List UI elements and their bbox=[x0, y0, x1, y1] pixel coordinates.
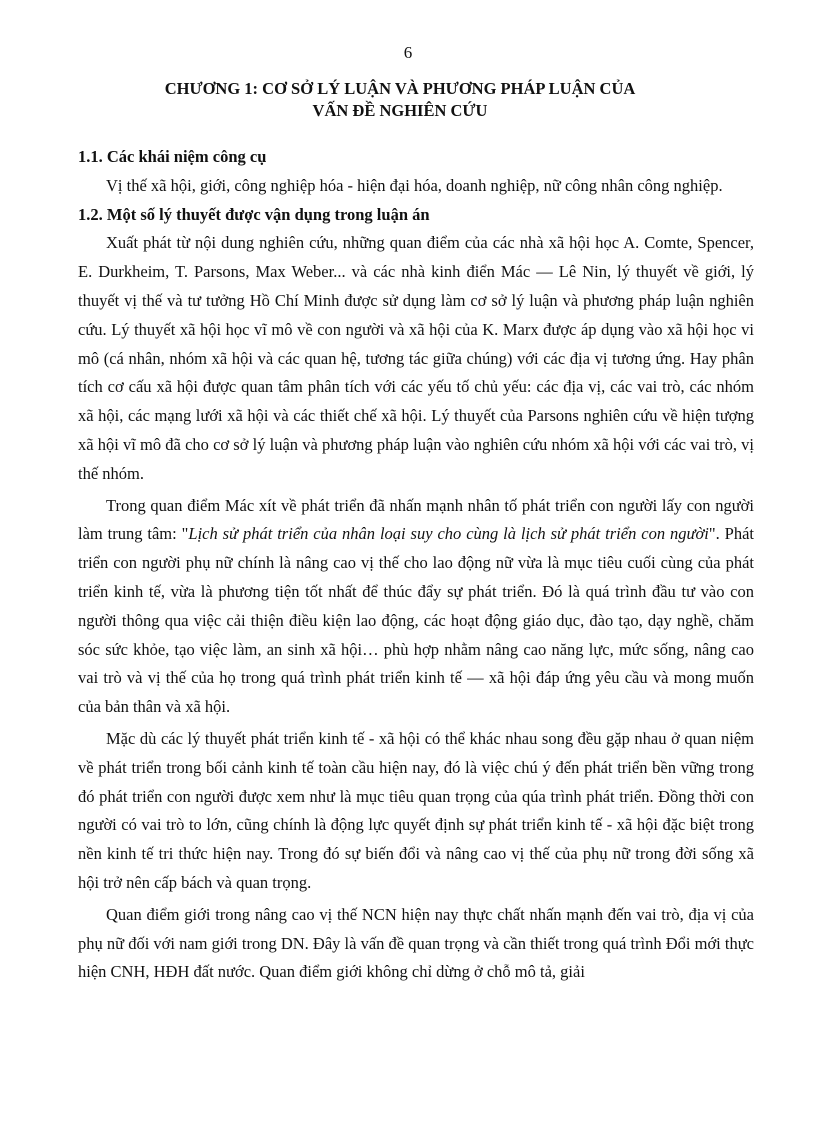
chapter-title bbox=[70, 78, 730, 122]
chapter-title-line-1: CHƯƠNG 1: CƠ SỞ LÝ LUẬN VÀ PHƯƠNG PHÁP LUẬN CỦA bbox=[164, 79, 636, 98]
paragraph: Mặc dù các lý thuyết phát triển kinh tế - xã hội có thể khác nhau song đều gặp nhau ở quan niệm về phát triển trong bối cảnh kinh tế toàn cầu hiện nay, đó là việc chú ý đến phát triển bền vững trong đó phát triển con người được xem như là mục tiêu quan trọng của qúa trình phát triển. Đồng thời con người có vai trò to lớn, cũng chính là động lực quyết định sự phát triển kinh tế - xã hội đặc biệt trong nền kinh tế tri thức hiện nay. Trong đó sự biến đổi và nâng cao vị thế của phụ nữ trong đời sống xã hội trở nên cấp bách và quan trọng. bbox=[78, 728, 754, 892]
section-heading-1-2: 1.2. Một số lý thuyết được vận dụng trong luận án bbox=[78, 204, 430, 224]
paragraph: Xuất phát từ nội dung nghiên cứu, những quan điểm của các nhà xã hội học A. Comte, Spencer, E. Durkheim, T. Parsons, Max Weber... và các nhà kinh điển Mác — Lê Nin, lý thuyết về giới, lý thuyết vị thế và tư tưởng Hồ Chí Minh được sử dụng làm cơ sở lý luận và phương pháp luận nghiên cứu. Lý thuyết xã hội học vĩ mô về con người và xã hội của K. Marx được áp dụng vào xã hội học vi mô (cá nhân, nhóm xã hội và các quan hệ, tương tác giữa chúng) với các địa vị tương ứng. Hay phân tích cơ cấu xã hội được quan tâm phân tích với các yếu tố chủ yếu: các địa vị, các vai trò, các nhóm xã hội, các mạng lưới xã hội và các thiết chế xã hội. Lý thuyết của Parsons nghiên cứu về hiện tượng xã hội vĩ mô đã cho cơ sở lý luận và phương pháp luận vào nghiên cứu nhóm xã hội với các vai trò, vị thế nhóm. bbox=[78, 233, 754, 483]
document-body bbox=[78, 143, 754, 987]
paragraph-text: Trong quan điểm Mác xít về phát triển đã nhấn mạnh nhân tố phát triển con người lấy con người làm trung tâm: " bbox=[78, 495, 754, 544]
chapter-title-line-2: VẤN ĐỀ NGHIÊN CỨU bbox=[312, 101, 488, 120]
section-heading-1-1: 1.1. Các khái niệm công cụ bbox=[78, 147, 267, 166]
paragraph-text: ". Phát triển con người phụ nữ chính là nâng cao vị thế cho lao động nữ vừa là mục tiêu cuối cùng của phát triển kinh tế, vừa là phương tiện tốt nhất để thúc đẩy sự phát triển. Đó là quá trình đầu tư vào con người thông qua việc cải thiện điều kiện lao động, các hoạt động giáo dục, đào tạo, dạy nghề, chăm sóc sức khỏe, tạo việc làm, an sinh xã hội… phù hợp nhằm nâng cao năng lực, mức sống, nâng cao vai trò và vị thế của họ trong quá trình phát triển kinh tế — xã hội đáp ứng yêu cầu và mong muốn của bản thân và xã hội. bbox=[78, 524, 755, 717]
paragraph: Quan điểm giới trong nâng cao vị thế NCN hiện nay thực chất nhấn mạnh đến vai trò, địa vị của phụ nữ đối với nam giới trong DN. Đây là vấn đề quan trọng và cần thiết trong quá trình Đổi mới thực hiện CNH, HĐH đất nước. Quan điểm giới không chỉ dừng ở chỗ mô tả, giải bbox=[78, 904, 754, 982]
quote-text: Lịch sử phát triển của nhân loại suy cho cùng là lịch sử phát triển con người bbox=[188, 524, 709, 544]
paragraph bbox=[78, 492, 754, 722]
paragraph: Vị thế xã hội, giới, công nghiệp hóa - hiện đại hóa, doanh nghiệp, nữ công nhân công nghiệp. bbox=[106, 175, 723, 195]
page-number: 6 bbox=[403, 43, 413, 62]
